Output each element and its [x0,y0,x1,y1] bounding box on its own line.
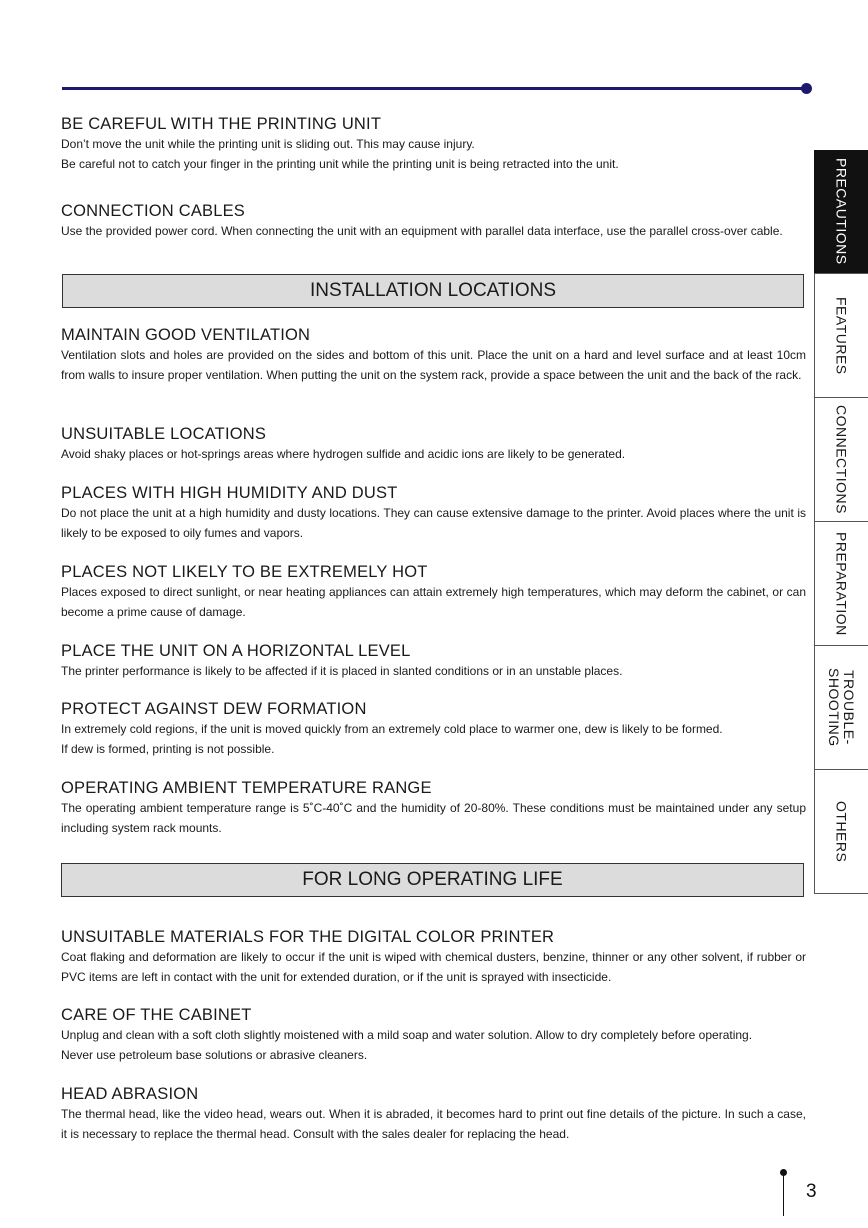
section-line: Unplug and clean with a soft cloth slightly moistened with a mild soap and water solution. Allow to dry completely before operating. [61,1028,753,1042]
section-not-extremely-hot [61,562,806,622]
top-rule [62,87,804,90]
section-humidity-dust [61,483,806,543]
tab-features[interactable] [814,274,868,398]
tab-label: TROUBLE- SHOOTING [826,668,857,747]
section-ventilation [61,325,806,385]
section-heading: CARE OF THE CABINET [61,1006,252,1024]
section-text: Do not place the unit at a high humidity and dusty locations. They can cause extensive damage to the printer. Avoid places where the unit is likely to be exposed to oily fumes and vapors. [61,506,806,540]
section-heading: HEAD ABRASION [61,1085,199,1103]
section-ambient-temperature [61,778,806,838]
section-text: Use the provided power cord. When connecting the unit with an equipment with parallel data interface, use the parallel cross-over cable. [61,224,783,238]
section-text: The thermal head, like the video head, wears out. When it is abraded, it becomes hard to print out fine details of the picture. In such a case, it is necessary to replace the thermal head. Consult with the sales dealer for replacing the head. [61,1107,806,1141]
section-head-abrasion [61,1084,806,1144]
section-line: In extremely cold regions, if the unit is moved quickly from an extremely cold place to warmer one, dew is likely to be formed. [61,722,723,736]
tab-others[interactable] [814,770,868,894]
tab-precautions[interactable] [814,150,868,274]
section-line: Be careful not to catch your finger in the printing unit while the printing unit is being retracted into the unit. [61,156,619,171]
side-tabs [814,150,868,894]
section-text: The printer performance is likely to be affected if it is placed in slanted conditions or in an unstable places. [61,664,623,678]
section-heading: CONNECTION CABLES [61,202,246,220]
section-heading: UNSUITABLE LOCATIONS [61,425,267,443]
section-heading: OPERATING AMBIENT TEMPERATURE RANGE [61,779,432,797]
section-heading: BE CAREFUL WITH THE PRINTING UNIT [61,115,382,133]
section-care-of-cabinet [61,1005,806,1065]
section-text: Ventilation slots and holes are provided on the sides and bottom of this unit. Place the unit on a hard and level surface and at least 10cm from walls to insure proper ventilation. When putting the unit on the system rack, provide a space between the unit and the back of the rack. [61,348,806,382]
section-dew-formation [61,699,806,759]
section-text: Places exposed to direct sunlight, or near heating appliances can attain extremely high temperatures, which may deform the cabinet, or can become a prime cause of damage. [61,585,806,619]
tab-label: CONNECTIONS [833,405,850,514]
tab-troubleshooting[interactable] [814,646,868,770]
section-heading: UNSUITABLE MATERIALS FOR THE DIGITAL COLOR PRINTER [61,928,555,946]
section-printing-unit [61,114,806,174]
section-text: Avoid shaky places or hot-springs areas where hydrogen sulfide and acidic ions are likely to be generated. [61,447,626,461]
tab-preparation[interactable] [814,522,868,646]
page-number: 3 [806,1181,817,1202]
banner-long-operating-life: FOR LONG OPERATING LIFE [61,863,804,897]
banner-installation-locations: INSTALLATION LOCATIONS [62,274,804,308]
section-line: Never use petroleum base solutions or abrasive cleaners. [61,1047,368,1062]
section-horizontal-level [61,641,806,682]
section-heading: PLACE THE UNIT ON A HORIZONTAL LEVEL [61,642,411,660]
section-text: The operating ambient temperature range is 5˚C-40˚C and the humidity of 20-80%. These conditions must be maintained under any setup including system rack mounts. [61,801,806,835]
section-connection-cables [61,201,806,242]
section-heading: MAINTAIN GOOD VENTILATION [61,326,311,344]
tab-connections[interactable] [814,398,868,522]
section-line: Don’t move the unit while the printing unit is sliding out. This may cause injury. [61,137,475,151]
section-heading: PLACES WITH HIGH HUMIDITY AND DUST [61,484,398,502]
tab-label: PREPARATION [833,531,850,636]
section-heading: PROTECT AGAINST DEW FORMATION [61,700,367,718]
top-rule-dot [801,83,812,94]
section-line: If dew is formed, printing is not possible. [61,741,275,756]
tab-label: FEATURES [833,296,850,375]
section-unsuitable-locations [61,424,806,465]
tab-label: PRECAUTIONS [833,158,850,265]
section-unsuitable-materials [61,927,806,987]
tab-label: OTHERS [833,800,850,863]
page-marker-line [783,1172,784,1216]
section-heading: PLACES NOT LIKELY TO BE EXTREMELY HOT [61,563,428,581]
section-text: Coat flaking and deformation are likely to occur if the unit is wiped with chemical dusters, benzine, thinner or any other solvent, if rubber or PVC items are left in contact with the unit for extended duration, or if the unit is sprayed with insecticide. [61,950,806,984]
